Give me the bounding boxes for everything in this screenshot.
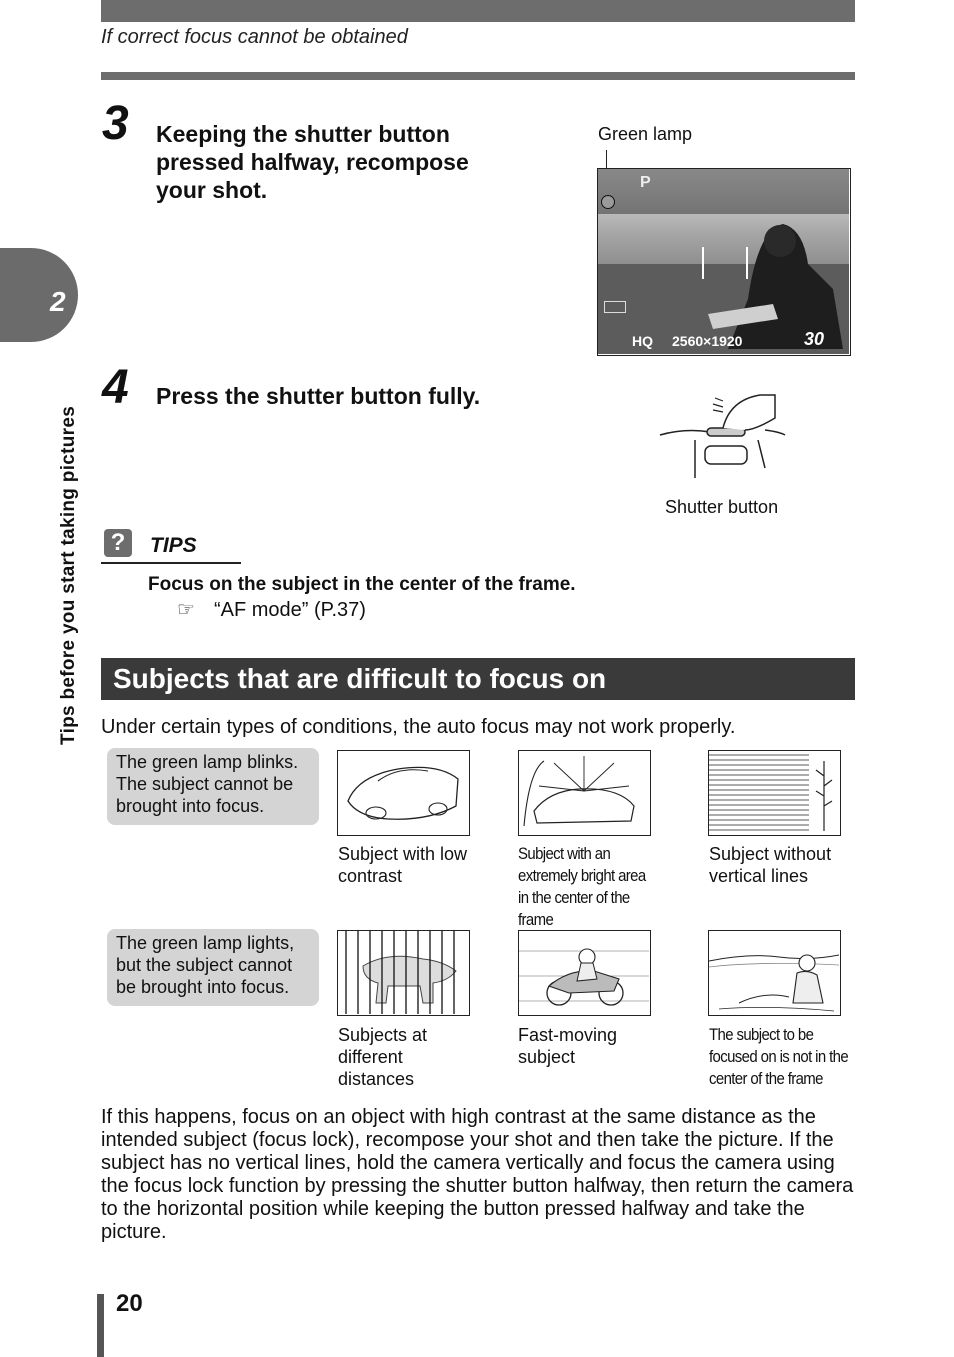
shutter-press-illustration [655,390,795,480]
lamp-blinks-note: The green lamp blinks. The subject cannot be brought into focus. [107,748,319,825]
af-target-mark [702,247,748,279]
tip-title: Focus on the subject in the center of the frame. [148,574,576,595]
caption-low-contrast: Subject with low contrast [338,844,468,886]
lamp-lights-note: The green lamp lights, but the subject cannot be brought into focus. [107,929,319,1006]
step-3-text: Keeping the shutter button pressed halfway, recompose your shot. [156,121,469,203]
thumb-fast-moving [518,930,651,1016]
green-lamp-label: Green lamp [598,124,693,144]
closing-paragraph: If this happens, focus on an object with high contrast at the same distance as the intended subject (focus lock), recompose your shot and then take the picture. If the subject has no vertical lines, hold the camera vertically and focus the camera using the focus lock function by pressing the shutter button halfway, then return the camera to the horizontal position while keeping the button pressed halfway and take the picture. [101,1106,854,1243]
step-4-number: 4 [102,361,129,414]
reference-hand-icon: ☞ [177,599,195,621]
caption-different-distances: Subjects at different distances [338,1025,428,1089]
caption-fast-moving: Fast-moving subject [518,1025,618,1067]
chapter-number: 2 [50,286,66,317]
tip-reference: “AF mode” (P.37) [214,599,366,621]
tips-heading: TIPS [150,534,197,557]
caption-no-vertical-lines: Subject without vertical lines [709,844,832,886]
step-3-number: 3 [102,97,129,150]
lcd-frames: 30 [804,329,825,349]
page-number: 20 [116,1290,143,1317]
car-sketch-icon [338,751,468,834]
thumb-low-contrast [337,750,470,836]
section-intro: Under certain types of conditions, the auto focus may not work properly. [101,716,736,738]
green-lamp-indicator [601,195,615,209]
tips-underline [101,562,241,564]
thumb-different-distances [337,930,470,1016]
lcd-preview [597,168,851,356]
chapter-side-title: Tips before you start taking pictures [58,405,79,745]
tips-question-icon: ? [104,529,132,557]
off-center-subject-icon [709,931,839,1014]
header-bottom-bar [101,72,855,80]
step-4-text: Press the shutter button fully. [156,383,481,409]
caption-off-center: The subject to be focused on is not in the center of the frame [709,1025,849,1088]
footer-bar [97,1294,104,1357]
lcd-resolution: 2560×1920 [672,333,743,349]
section-title: Subjects that are difficult to focus on [101,658,855,700]
chapter-tab [0,248,78,342]
lcd-mode: P [640,174,651,191]
shutter-button-label: Shutter button [665,497,779,517]
motorcycle-icon [519,931,649,1014]
horizontal-lines-icon [709,751,839,834]
caption-bright-center: Subject with an extremely bright area in the center of the frame [518,844,646,929]
page-header-title: If correct focus cannot be obtained [101,26,408,48]
thumb-bright-center [518,750,651,836]
lcd-quality: HQ [632,333,653,349]
bright-center-icon [519,751,649,834]
tiger-behind-bars-icon [338,931,468,1014]
header-top-bar [101,0,855,22]
thumb-no-vertical-lines [708,750,841,836]
battery-icon [604,301,626,313]
thumb-off-center [708,930,841,1016]
